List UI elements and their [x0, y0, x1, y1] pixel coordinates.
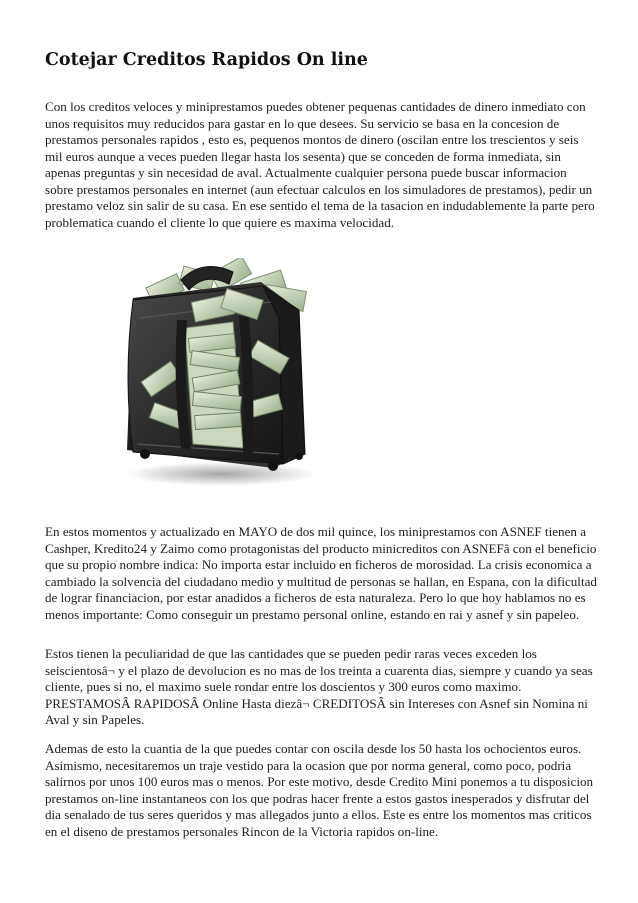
paragraph-1: Con los creditos veloces y miniprestamos puedes obtener pequenas cantidades de dinero inmediato con unos requisitos muy reducidos para gastar en lo que desees. Su servicio se basa en la concesion de prestamos personales rapidos , esto es, pequenos montos de dinero (oscilan entre los trescientos y seis mil euros aunque a veces pueden llegar hasta los sesenta) que se conceden de forma inmediata, sin apenas preguntas y sin necesidad de aval. Actualmente cualquier persona puede buscar informacion sobre prestamos personales en internet (aun efectuar calculos en los simuladores de prestamos), pedir un prestamo veloz sin salir de su casa. En ese sentido el tema de la tasacion en indudablemente la parte pero problematica cuando el cliente lo que quiere es maxima velocidad. — [45, 99, 595, 230]
paragraph-2: En estos momentos y actualizado en MAYO de dos mil quince, los miniprestamos con ASNEF tienen a Cashper, Kredito24 y Zaimo como protagonistas del producto minicreditos con ASNEFâ con el beneficio que su propio nombre indica: No importa estar incluido en ficheros de morosidad. La crisis economica a cambiado la solvencia del ciudadano medio y multitud de personas se hallan, en Espana, con la dificultad de lograr financiacion, por estar anadidos a ficheros de esta naturaleza. Pero lo que hoy hablamos no es menos importante: Como conseguir un prestamo personal online, estando en rai y asnef y sin papeleo. — [45, 524, 597, 622]
suitcase-full-of-money-icon — [93, 258, 329, 490]
document-page — [45, 0, 598, 903]
paragraph-3: Estos tienen la peculiaridad de que las cantidades que se pueden pedir raras veces exceden los seiscientosâ¬ y el plazo de devolucion es no mas de los treinta a cuarenta dias, siempre y cuando ya seas cliente, pues si no, el maximo suele rondar entre los doscientos y 300 euros como maximo. PRESTAMOSÂ RAPIDOSÂ Online Hasta diezâ¬ CREDITOSÂ sin Intereses con Asnef sin Nomina ni Aval y sin Papeles. — [45, 646, 593, 727]
paragraph-4: Ademas de esto la cuantia de la que puedes contar con oscila desde los 50 hasta los ochocientos euros. Asimismo, necesitaremos un traje vestido para la ocasion que por norma general, como poco, podria salirnos por unos 100 euros mas o menos. Por este motivo, desde Credito Mini ponemos a tu disposicion prestamos on-line instantaneos con los que podras hacer frente a estos gastos inesperados y disfrutar del dia senalado de tus seres queridos y mas allegados junto a ellos. Este es entre los momentos mas criticos en el diseno de prestamos personales Rincon de la Victoria rapidos on-line. — [45, 741, 594, 839]
suitcase-money-image — [93, 258, 329, 490]
page-title: Cotejar Creditos Rapidos On line — [45, 50, 368, 70]
